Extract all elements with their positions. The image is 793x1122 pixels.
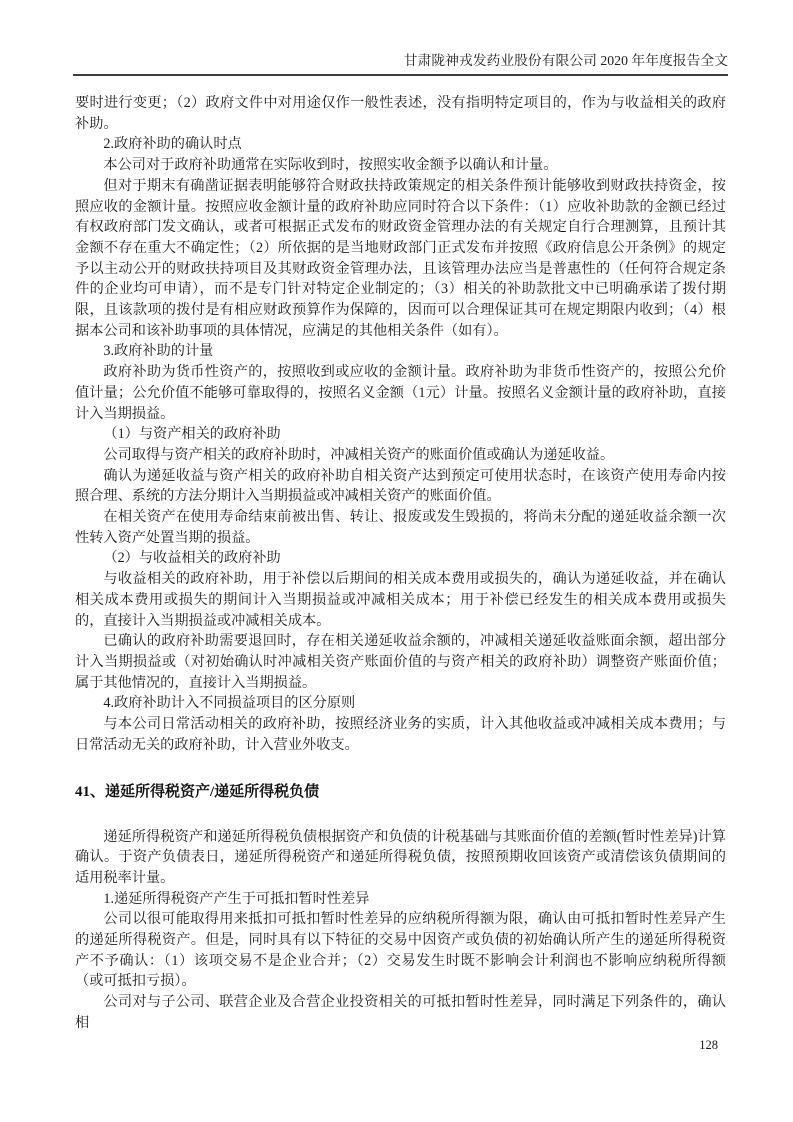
paragraph: 要时进行变更；（2）政府文件中对用途仅作一般性表述，没有指明特定项目的，作为与收益相关的政府补助。 (75, 95, 726, 132)
paragraph: 与本公司日常活动相关的政府补助，按照经济业务的实质，计入其他收益或冲减相关成本费用；与日常活动无关的政府补助，计入营业外收支。 (75, 716, 726, 753)
paragraph: 但对于期末有确凿证据表明能够符合财政扶持政策规定的相关条件预计能够收到财政扶持资金，按照应收的金额计量。按照应收金额计量的政府补助应同时符合以下条件：（1）应收补助款的金额已经过有权政府部门发文确认，或者可根据正式发布的财政资金管理办法的有关规定自行合理测算，且预计其金额不存在重大不确定性；（2）所依据的是当地财政部门正式发布并按照《政府信息公开条例》的规定予以主动公开的财政扶持项目及其财政资金管理办法，且该管理办法应当是普惠性的（任何符合规定条件的企业均可申请），而不是专门针对特定企业制定的；（3）相关的补助款批文中已明确承诺了拨付期限，且该款项的拨付是有相应财政预算作为保障的，因而可以合理保证其可在规定期限内收到；（4）根据本公司和该补助事项的具体情况，应满足的其他相关条件（如有）。 (75, 177, 726, 339)
page-header (73, 52, 728, 76)
paragraph: 公司取得与资产相关的政府补助时，冲减相关资产的账面价值或确认为递延收益。 (103, 446, 615, 463)
paragraph: （2）与收益相关的政府补助 (103, 550, 281, 567)
paragraph: 2.政府补助的确认时点 (103, 136, 242, 153)
paragraph: 确认为递延收益与资产相关的政府补助自相关资产达到预定可使用状态时，在该资产使用寿命内按照合理、系统的方法分期计入当期损益或冲减相关资产的账面价值。 (75, 467, 726, 505)
paragraph: 3.政府补助的计量 (103, 343, 214, 360)
paragraph: 本公司对于政府补助通常在实际收到时，按照实收金额予以确认和计量。 (103, 157, 558, 174)
paragraph: 4.政府补助计入不同损益项目的区分原则 (103, 695, 356, 712)
paragraph: 政府补助为货币性资产的，按照收到或应收的金额计量。政府补助为非货币性资产的，按照公允价值计量；公允价值不能够可靠取得的，按照名义金额（1元）计量。按照名义金额计量的政府补助，直接计入当期损益。 (75, 364, 726, 422)
paragraph: 1.递延所得税资产产生于可抵扣暂时性差异 (103, 890, 370, 907)
header-title: 甘肃陇神戎发药业股份有限公司 2020 年年度报告全文 (403, 53, 728, 68)
document-body (75, 93, 726, 1034)
paragraph: 在相关资产在使用寿命结束前被出售、转让、报废或发生毁损的，将尚未分配的递延收益余额一次性转入资产处置当期的损益。 (75, 509, 726, 546)
paragraph: 已确认的政府补助需要退回时，存在相关递延收益余额的，冲减相关递延收益账面余额，超出部分计入当期损益或（对初始确认时冲减相关资产账面价值的与资产相关的政府补助）调整资产账面价值；属于其他情况的，直接计入当期损益。 (75, 633, 726, 691)
paragraph: （1）与资产相关的政府补助 (103, 426, 281, 443)
paragraph: 递延所得税资产和递延所得税负债根据资产和负债的计税基础与其账面价值的差额(暂时性差异)计算确认。于资产负债表日，递延所得税资产和递延所得税负债，按照预期收回该资产或清偿该负债期间的适用税率计量。 (75, 828, 726, 886)
paragraph: 公司对与子公司、联营企业及合营企业投资相关的可抵扣暂时性差异，同时满足下列条件的，确认相 (75, 994, 726, 1031)
page-number: 128 (699, 1038, 718, 1052)
paragraph: 公司以很可能取得用来抵扣可抵扣暂时性差异的应纳税所得额为限，确认由可抵扣暂时性差异产生的递延所得税资产。但是，同时具有以下特征的交易中因资产或负债的初始确认所产生的递延所得税资产不予确认：（1）该项交易不是企业合并；（2）交易发生时既不影响会计利润也不影响应纳税所得额（或可抵扣亏损）。 (75, 911, 726, 990)
paragraph: 与收益相关的政府补助，用于补偿以后期间的相关成本费用或损失的，确认为递延收益，并在确认相关成本费用或损失的期间计入当期损益或冲减相关成本；用于补偿已经发生的相关成本费用或损失的，直接计入当期损益或冲减相关成本。 (75, 571, 726, 629)
section-heading: 41、递延所得税资产/递延所得税负债 (75, 783, 320, 800)
